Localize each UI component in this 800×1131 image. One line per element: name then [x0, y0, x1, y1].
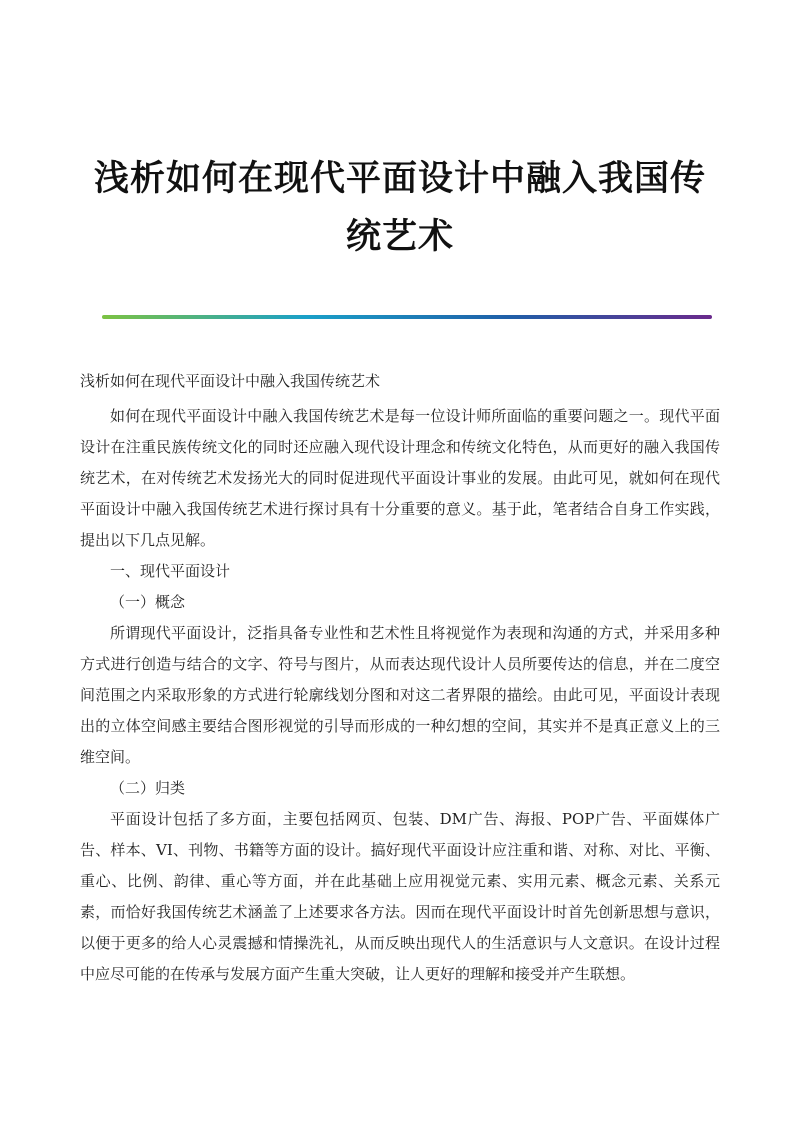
section-heading-modern-design: 一、现代平面设计 — [110, 562, 231, 580]
paragraph-intro: 如何在现代平面设计中融入我国传统艺术是每一位设计师所面临的重要问题之一。现代平面设计在注重民族传统文化的同时还应融入现代设计理念和传统文化特色，从而更好的融入我国传统艺术，在对传统艺术发扬光大的同时促进现代平面设计事业的发展。由此可见，就如何在现代平面设计中融入我国传统艺术进行探讨具有十分重要的意义。基于此，笔者结合自身工作实践，提出以下几点见解。 — [80, 407, 720, 549]
subsection-heading-classification: （二）归类 — [110, 779, 186, 797]
document-body — [80, 366, 720, 990]
running-title: 浅析如何在现代平面设计中融入我国传统艺术 — [80, 372, 381, 390]
paragraph-concept: 所谓现代平面设计，泛指具备专业性和艺术性且将视觉作为表现和沟通的方式，并采用多种方式进行创造与结合的文字、符号与图片，从而表达现代设计人员所要传达的信息，并在二度空间范围之内采取形象的方式进行轮廓线划分图和对这二者界限的描绘。由此可见，平面设计表现出的立体空间感主要结合图形视觉的引导而形成的一种幻想的空间，其实并不是真正意义上的三维空间。 — [80, 624, 720, 766]
title-divider — [102, 315, 712, 319]
document-title: 浅析如何在现代平面设计中融入我国传统艺术 — [93, 158, 706, 257]
subsection-heading-concept: （一）概念 — [110, 593, 186, 611]
paragraph-classification: 平面设计包括了多方面，主要包括网页、包装、DM广告、海报、POP广告、平面媒体广告、样本、VI、刊物、书籍等方面的设计。搞好现代平面设计应注重和谐、对称、对比、平衡、重心、比例、韵律、重心等方面，并在此基础上应用视觉元素、实用元素、概念元素、关系元素，而恰好我国传统艺术涵盖了上述要求各方法。因而在现代平面设计时首先创新思想与意识，以便于更多的给人心灵震撼和情操洗礼，从而反映出现代人的生活意识与人文意识。在设计过程中应尽可能的在传承与发展方面产生重大突破，让人更好的理解和接受并产生联想。 — [80, 810, 720, 983]
